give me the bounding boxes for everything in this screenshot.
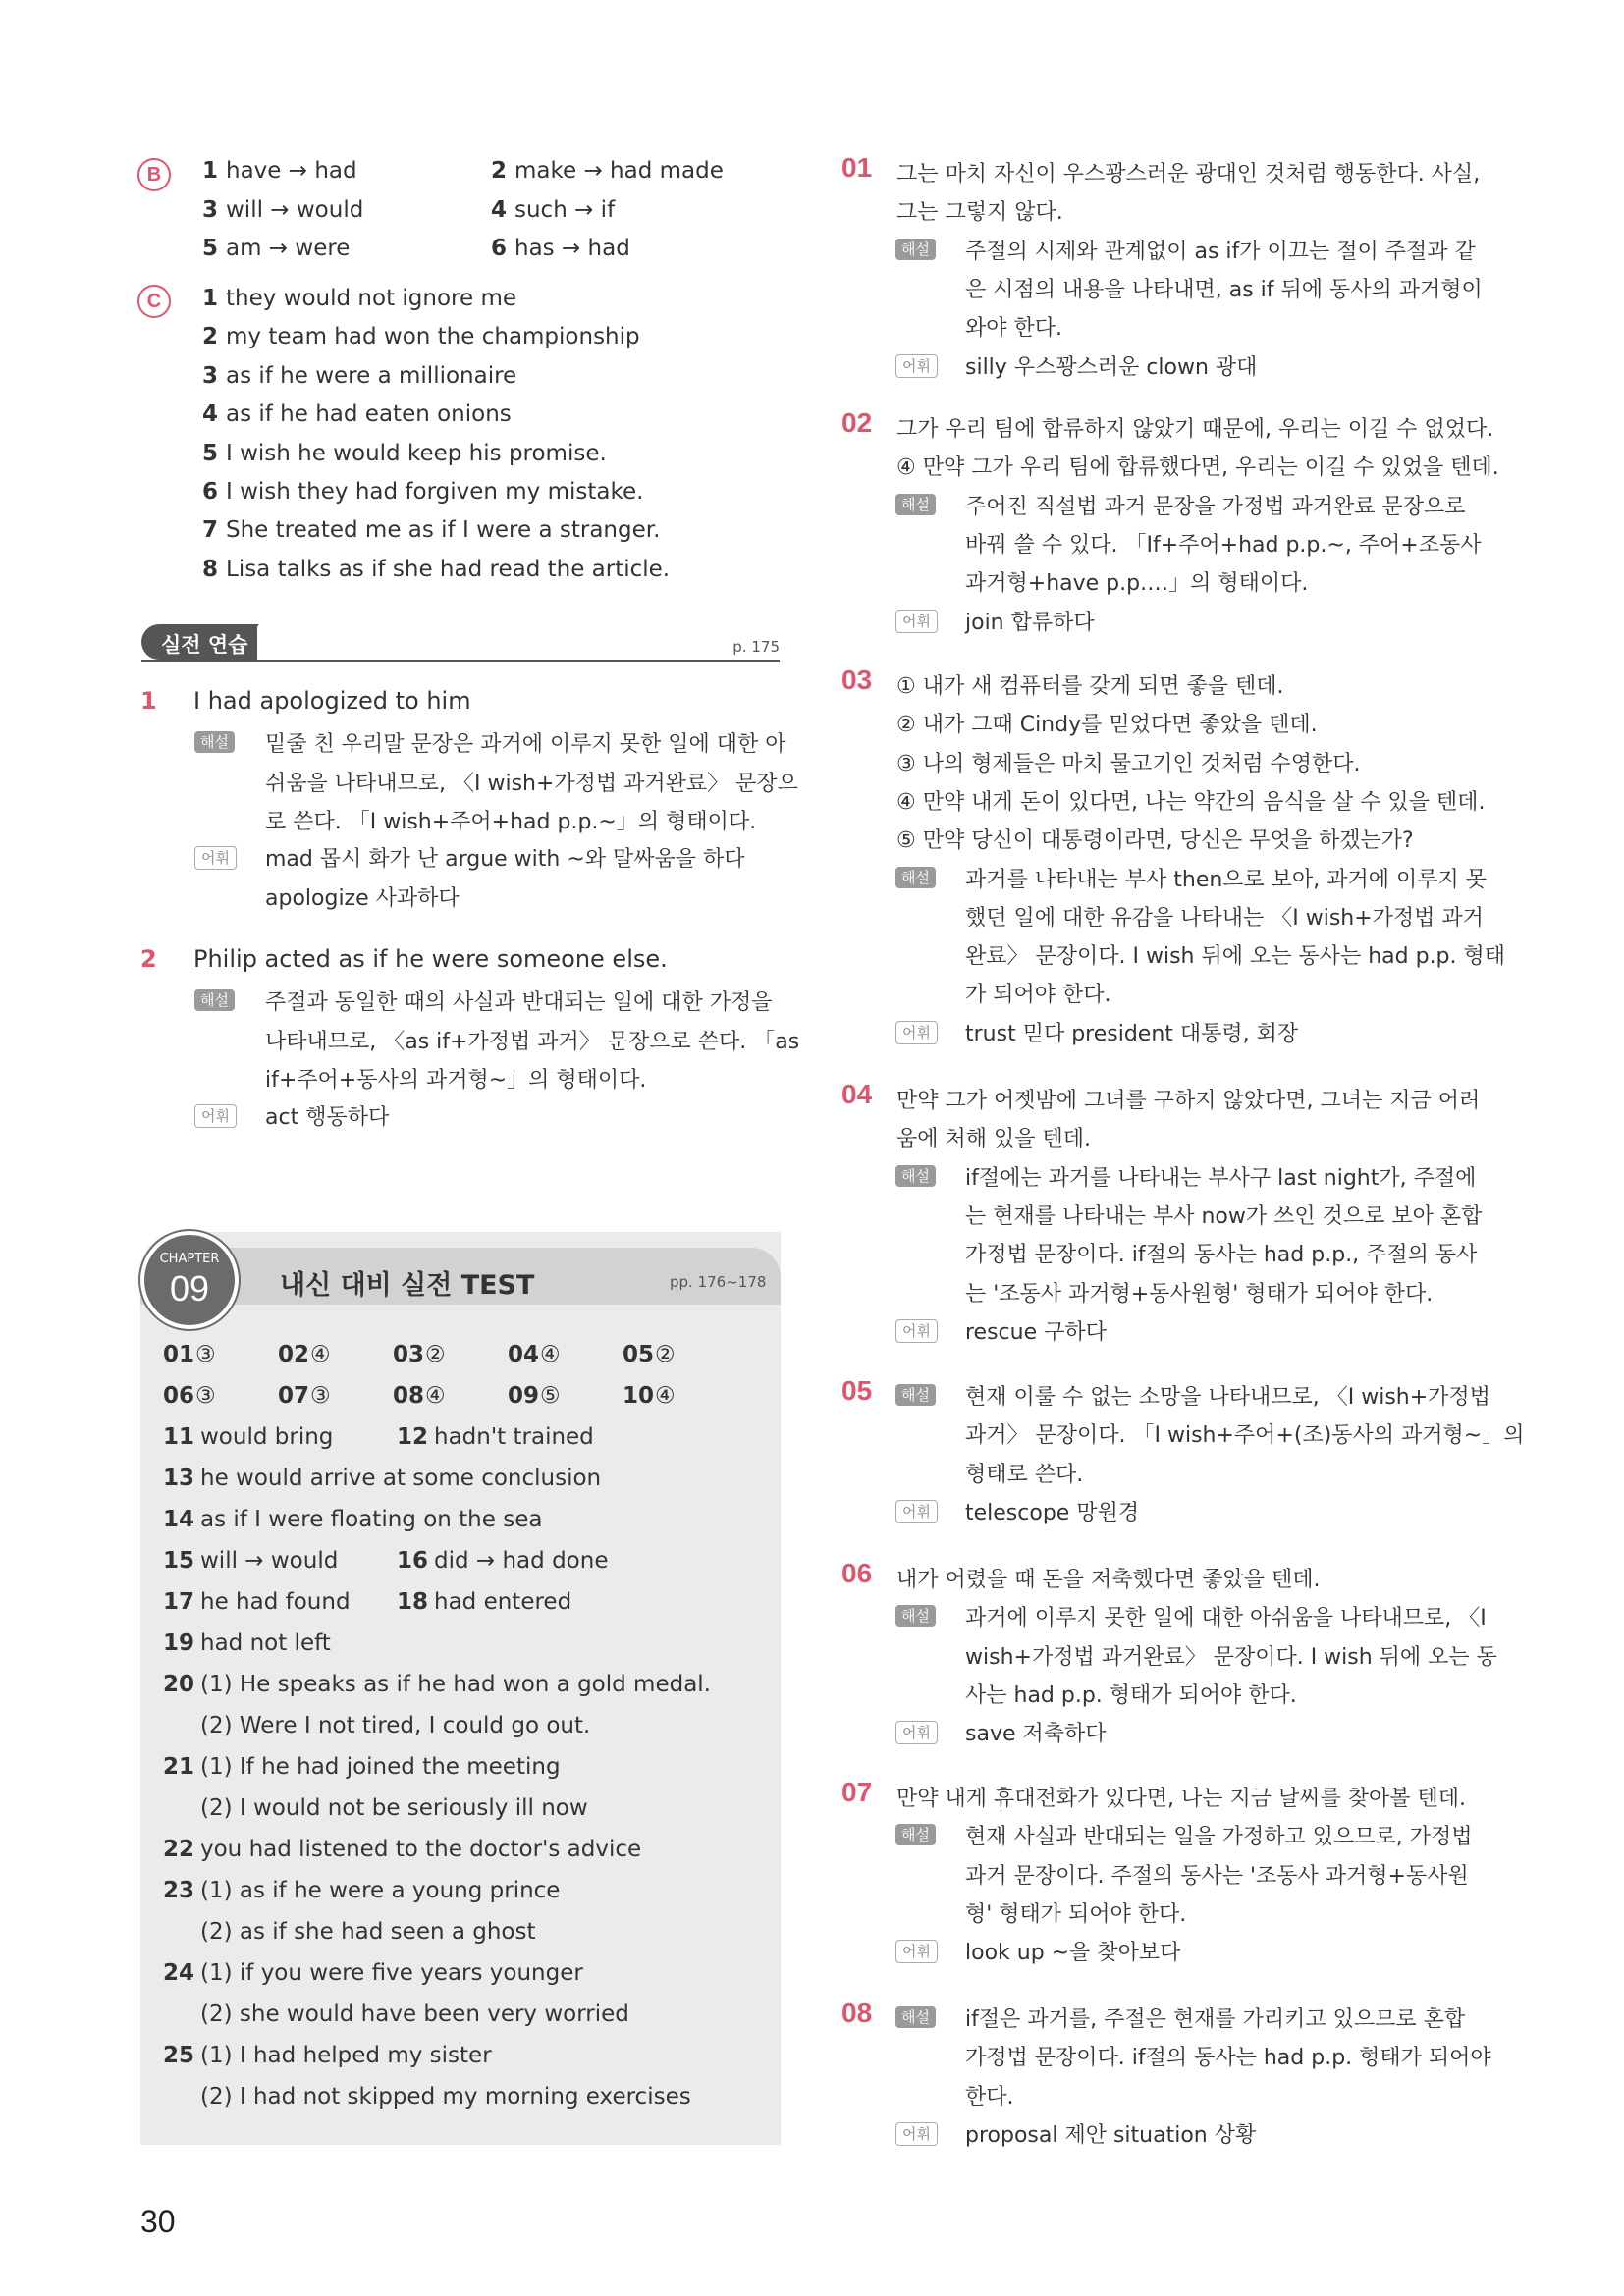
translation-line: 만약 내게 휴대전화가 있다면, 나는 지금 날씨를 찾아볼 텐데. <box>896 1787 1466 1811</box>
page-number: 30 <box>140 2204 176 2239</box>
explanation-line: 한다. <box>965 2084 1014 2109</box>
answer-text: they would not ignore me <box>226 286 517 311</box>
explanation-line: 형' 형태가 되어야 한다. <box>965 1901 1187 1927</box>
test-answer: (1) He speaks as if he had won a gold medal. <box>200 1672 711 1697</box>
test-answer: (1) If he had joined the meeting <box>200 1754 561 1780</box>
vocab-badge: 어휘 <box>895 2122 938 2146</box>
translation-line: 그는 그렇지 않다. <box>896 200 1063 226</box>
answer-text: as if he were a millionaire <box>226 362 517 389</box>
answer-number: 6 <box>202 479 219 505</box>
explanation-line: 사는 had p.p. 형태가 되어야 한다. <box>965 1682 1297 1708</box>
answer-number: 2 <box>202 324 219 350</box>
explanation-line: 는 현재를 나타내는 부사 now가 쓰인 것으로 보아 혼합 <box>965 1203 1483 1229</box>
translation-line: 그가 우리 팀에 합류하지 않았기 때문에, 우리는 이길 수 없었다. <box>896 417 1494 442</box>
question-number: 02 <box>841 407 873 438</box>
explanation-line: 은 시점의 내용을 나타내면, as if 뒤에 동사의 과거형이 <box>965 277 1483 302</box>
answer-number: 7 <box>202 517 219 544</box>
mc-answer: ④ <box>425 1383 446 1409</box>
test-number: 17 <box>163 1589 195 1615</box>
mc-answer: ② <box>655 1342 676 1367</box>
explanation-line: 완료〉 문장이다. I wish 뒤에 오는 동사는 had p.p. 형태 <box>965 944 1506 970</box>
translation-line: 만약 그가 어젯밤에 그녀를 구하지 않았다면, 그녀는 지금 어려 <box>896 1089 1481 1113</box>
answer-text: She treated me as if I were a stranger. <box>226 517 661 544</box>
explanation-line: if절에는 과거를 나타내는 부사구 last night가, 주절에 <box>965 1165 1477 1191</box>
translation-line: ④ 만약 그가 우리 팀에 합류했다면, 우리는 이길 수 있었을 텐데. <box>896 455 1499 481</box>
explanation-line: 바꿔 쓸 수 있다. 「If+주어+had p.p.~, 주어+조동사 <box>965 532 1482 558</box>
translation-line: 내가 어렸을 때 돈을 저축했다면 좋았을 텐데. <box>896 1568 1321 1592</box>
test-answer: (2) I had not skipped my morning exercises <box>200 2084 691 2109</box>
vocab-line: telescope 망원경 <box>965 1500 1140 1525</box>
practice-q2-answer: Philip acted as if he were someone else. <box>193 945 668 973</box>
test-answer: (1) if you were five years younger <box>200 1960 583 1986</box>
explanation-badge: 해설 <box>895 1165 936 1187</box>
test-answer: (2) she would have been very worried <box>200 2002 629 2027</box>
mc-number: 07 <box>278 1383 310 1409</box>
test-number: 16 <box>397 1548 429 1574</box>
vocab-badge: 어휘 <box>895 1319 938 1343</box>
explanation-line: 와야 한다. <box>965 316 1062 342</box>
explanation-line: wish+가정법 과거완료〉 문장이다. I wish 뒤에 오는 동 <box>965 1644 1497 1670</box>
explanation-line: 밑줄 친 우리말 문장은 과거에 이루지 못한 일에 대한 아 <box>265 732 786 757</box>
translation-line: 그는 마치 자신이 우스꽝스러운 광대인 것처럼 행동한다. 사실, <box>896 162 1481 187</box>
vocab-badge: 어휘 <box>895 1500 938 1523</box>
answer-text: as if he had eaten onions <box>226 401 512 428</box>
translation-line: ② 내가 그때 Cindy를 믿었다면 좋았을 텐데. <box>896 713 1318 738</box>
explanation-line: 했던 일에 대한 유감을 나타내는 〈I wish+가정법 과거 <box>965 905 1484 931</box>
practice-q1-answer: I had apologized to him <box>193 687 471 715</box>
explanation-line: 과거형+have p.p.…」의 형태이다. <box>965 571 1309 597</box>
translation-line: 움에 처해 있을 텐데. <box>896 1127 1091 1152</box>
practice-q2-number: 2 <box>140 945 157 973</box>
test-answer: hadn't trained <box>434 1424 594 1450</box>
explanation-line: 과거〉 문장이다. 「I wish+주어+(조)동사의 과거형~」의 <box>965 1423 1525 1449</box>
explanation-badge: 해설 <box>895 1824 936 1845</box>
translation-line: ① 내가 새 컴퓨터를 갖게 되면 좋을 텐데. <box>896 674 1284 699</box>
test-number: 21 <box>163 1754 195 1780</box>
explanation-line: if절은 과거를, 주절은 현재를 가리키고 있으므로 혼합 <box>965 2007 1466 2032</box>
question-number: 03 <box>841 665 873 695</box>
test-number: 12 <box>397 1424 429 1450</box>
vocab-line: proposal 제안 situation 상황 <box>965 2122 1257 2148</box>
vocab-badge: 어휘 <box>895 610 938 633</box>
test-answer: (2) Were I not tired, I could go out. <box>200 1713 591 1738</box>
translation-line: ④ 만약 내게 돈이 있다면, 나는 약간의 음식을 살 수 있을 텐데. <box>896 789 1486 815</box>
vocab-line: save 저축하다 <box>965 1722 1107 1747</box>
answer-number: 6 <box>491 236 508 261</box>
mc-number: 04 <box>508 1342 540 1367</box>
mc-answer: ④ <box>540 1342 561 1367</box>
translation-line: ⑤ 만약 당신이 대통령이라면, 당신은 무엇을 하겠는가? <box>896 828 1414 854</box>
vocab-badge: 어휘 <box>895 1021 938 1044</box>
explanation-line: mad 몹시 화가 난 argue with ~와 말싸움을 하다 <box>265 847 745 872</box>
question-number: 05 <box>841 1375 873 1406</box>
answer-text: my team had won the championship <box>226 324 640 350</box>
answer-number: 3 <box>202 196 219 223</box>
test-number: 20 <box>163 1672 195 1697</box>
answer-number: 2 <box>491 158 508 184</box>
explanation-badge: 해설 <box>895 1605 936 1627</box>
section-b-marker: B <box>137 158 171 191</box>
test-number: 24 <box>163 1960 195 1986</box>
explanation-line: 현재 사실과 반대되는 일을 가정하고 있으므로, 가정법 <box>965 1825 1473 1850</box>
vocab-line: trust 믿다 president 대통령, 회장 <box>965 1021 1299 1046</box>
test-answer: (1) as if he were a young prince <box>200 1878 561 1903</box>
explanation-line: if+주어+동사의 과거형~」의 형태이다. <box>265 1068 647 1093</box>
practice-q1-exp-badge: 해설 <box>194 731 235 753</box>
test-number: 11 <box>163 1424 195 1450</box>
explanation-badge: 해설 <box>895 867 936 888</box>
answer-number: 1 <box>202 158 219 184</box>
practice-page: p. 175 <box>732 638 780 656</box>
section-c-marker: C <box>137 285 171 318</box>
explanation-line: 는 '조동사 과거형+동사원형' 형태가 되어야 한다. <box>965 1281 1434 1307</box>
test-answer: he had found <box>200 1589 351 1615</box>
explanation-line: 형태로 쓴다. <box>965 1462 1084 1487</box>
test-answer: did → had done <box>434 1548 609 1574</box>
test-answer: (2) I would not be seriously ill now <box>200 1795 588 1821</box>
practice-header <box>141 624 780 662</box>
answer-text: have → had <box>226 158 357 184</box>
practice-q2-voc-badge: 어휘 <box>194 1104 237 1128</box>
practice-q2-exp-badge: 해설 <box>194 989 235 1011</box>
mc-number: 05 <box>623 1342 655 1367</box>
practice-title: 실전 연습 <box>161 633 248 657</box>
answer-number: 3 <box>202 362 219 389</box>
practice-q1-number: 1 <box>140 687 157 715</box>
test-number: 23 <box>163 1878 195 1903</box>
test-number: 19 <box>163 1630 195 1656</box>
answer-text: I wish he would keep his promise. <box>226 440 607 466</box>
explanation-line: 현재 이룰 수 없는 소망을 나타내므로, 〈I wish+가정법 <box>965 1385 1490 1410</box>
test-answer: had not left <box>200 1630 331 1656</box>
explanation-line: 쉬움을 나타내므로, 〈I wish+가정법 과거완료〉 문장으 <box>265 771 798 796</box>
test-number: 14 <box>163 1507 195 1532</box>
mc-answer: ④ <box>655 1383 676 1409</box>
test-answer: you had listened to the doctor's advice <box>200 1837 642 1862</box>
explanation-line: 주절의 시제와 관계없이 as if가 이끄는 절이 주절과 같 <box>965 239 1476 264</box>
explanation-badge: 해설 <box>895 239 936 260</box>
explanation-line: apologize 사과하다 <box>265 885 460 911</box>
mc-number: 06 <box>163 1383 195 1409</box>
chapter-label: CHAPTER <box>159 1252 220 1266</box>
mc-number: 02 <box>278 1342 310 1367</box>
practice-q1-voc-badge: 어휘 <box>194 846 237 870</box>
test-number: 18 <box>397 1589 429 1615</box>
vocab-line: join 합류하다 <box>965 610 1095 635</box>
test-number: 15 <box>163 1548 195 1574</box>
explanation-line: 가 되어야 한다. <box>965 983 1111 1008</box>
test-answer: would bring <box>200 1424 334 1450</box>
vocab-line: rescue 구하다 <box>965 1319 1107 1345</box>
answer-text: Lisa talks as if she had read the article. <box>226 556 671 582</box>
mc-number: 10 <box>623 1383 655 1409</box>
test-number: 25 <box>163 2043 195 2068</box>
explanation-badge: 해설 <box>895 494 936 515</box>
test-title: 내신 대비 실전 TEST <box>280 1270 535 1301</box>
chapter-badge <box>140 1231 239 1329</box>
test-answer: (1) I had helped my sister <box>200 2043 492 2068</box>
explanation-badge: 해설 <box>895 1384 936 1406</box>
explanation-badge: 해설 <box>895 2006 936 2028</box>
explanation-line: 가정법 문장이다. if절의 동사는 had p.p. 형태가 되어야 <box>965 2046 1491 2071</box>
explanation-line: 주절과 동일한 때의 사실과 반대되는 일에 대한 가정을 <box>265 990 773 1015</box>
explanation-line: 가정법 문장이다. if절의 동사는 had p.p., 주절의 동사 <box>965 1243 1478 1268</box>
explanation-line: 나타내므로, 〈as if+가정법 과거〉 문장으로 쓴다. 「as <box>265 1029 800 1054</box>
vocab-badge: 어휘 <box>895 1721 938 1744</box>
test-answer: he would arrive at some conclusion <box>200 1466 602 1491</box>
answer-text: make → had made <box>514 158 724 184</box>
test-pages: pp. 176~178 <box>670 1273 767 1291</box>
explanation-line: 과거에 이루지 못한 일에 대한 아쉬움을 나타내므로, 〈I <box>965 1606 1487 1631</box>
answer-text: such → if <box>514 196 616 223</box>
explanation-line: 주어진 직설법 과거 문장을 가정법 과거완료 문장으로 <box>965 494 1466 519</box>
test-number: 13 <box>163 1466 195 1491</box>
answer-number: 8 <box>202 556 219 582</box>
mc-answer: ③ <box>195 1342 216 1367</box>
answer-text: has → had <box>514 236 630 261</box>
answer-text: am → were <box>226 236 351 261</box>
mc-answer: ③ <box>310 1383 331 1409</box>
vocab-line: look up ~을 찾아보다 <box>965 1941 1181 1966</box>
vocab-badge: 어휘 <box>895 1940 938 1963</box>
mc-number: 01 <box>163 1342 195 1367</box>
answer-text: will → would <box>226 196 364 223</box>
explanation-line: 과거를 나타내는 부사 then으로 보아, 과거에 이루지 못 <box>965 867 1488 892</box>
vocab-badge: 어휘 <box>895 354 938 378</box>
question-number: 04 <box>841 1079 873 1109</box>
test-answer: had entered <box>434 1589 572 1615</box>
question-number: 01 <box>841 152 873 183</box>
test-number: 22 <box>163 1837 195 1862</box>
test-answer: as if I were floating on the sea <box>200 1507 543 1532</box>
question-number: 08 <box>841 1998 873 2028</box>
explanation-line: 과거 문장이다. 주절의 동사는 '조동사 과거형+동사원 <box>965 1863 1469 1889</box>
mc-answer: ④ <box>310 1342 331 1367</box>
test-answer: (2) as if she had seen a ghost <box>200 1919 536 1945</box>
answer-number: 4 <box>202 401 219 428</box>
mc-number: 03 <box>393 1342 425 1367</box>
explanation-line: 로 쓴다. 「I wish+주어+had p.p.~」의 형태이다. <box>265 810 757 834</box>
question-number: 06 <box>841 1558 873 1588</box>
mc-number: 09 <box>508 1383 540 1409</box>
test-answer: will → would <box>200 1548 339 1574</box>
vocab-line: silly 우스꽝스러운 clown 광대 <box>965 354 1258 380</box>
question-number: 07 <box>841 1777 873 1807</box>
answer-number: 4 <box>491 196 508 223</box>
answer-number: 1 <box>202 286 219 311</box>
mc-answer: ⑤ <box>540 1383 561 1409</box>
translation-line: ③ 나의 형제들은 마치 물고기인 것처럼 수영한다. <box>896 751 1361 776</box>
answer-number: 5 <box>202 440 219 466</box>
answer-number: 5 <box>202 236 219 261</box>
mc-number: 08 <box>393 1383 425 1409</box>
mc-answer: ③ <box>195 1383 216 1409</box>
mc-answer: ② <box>425 1342 446 1367</box>
explanation-line: act 행동하다 <box>265 1105 390 1130</box>
answer-text: I wish they had forgiven my mistake. <box>226 479 644 505</box>
chapter-number: 09 <box>169 1268 210 1308</box>
